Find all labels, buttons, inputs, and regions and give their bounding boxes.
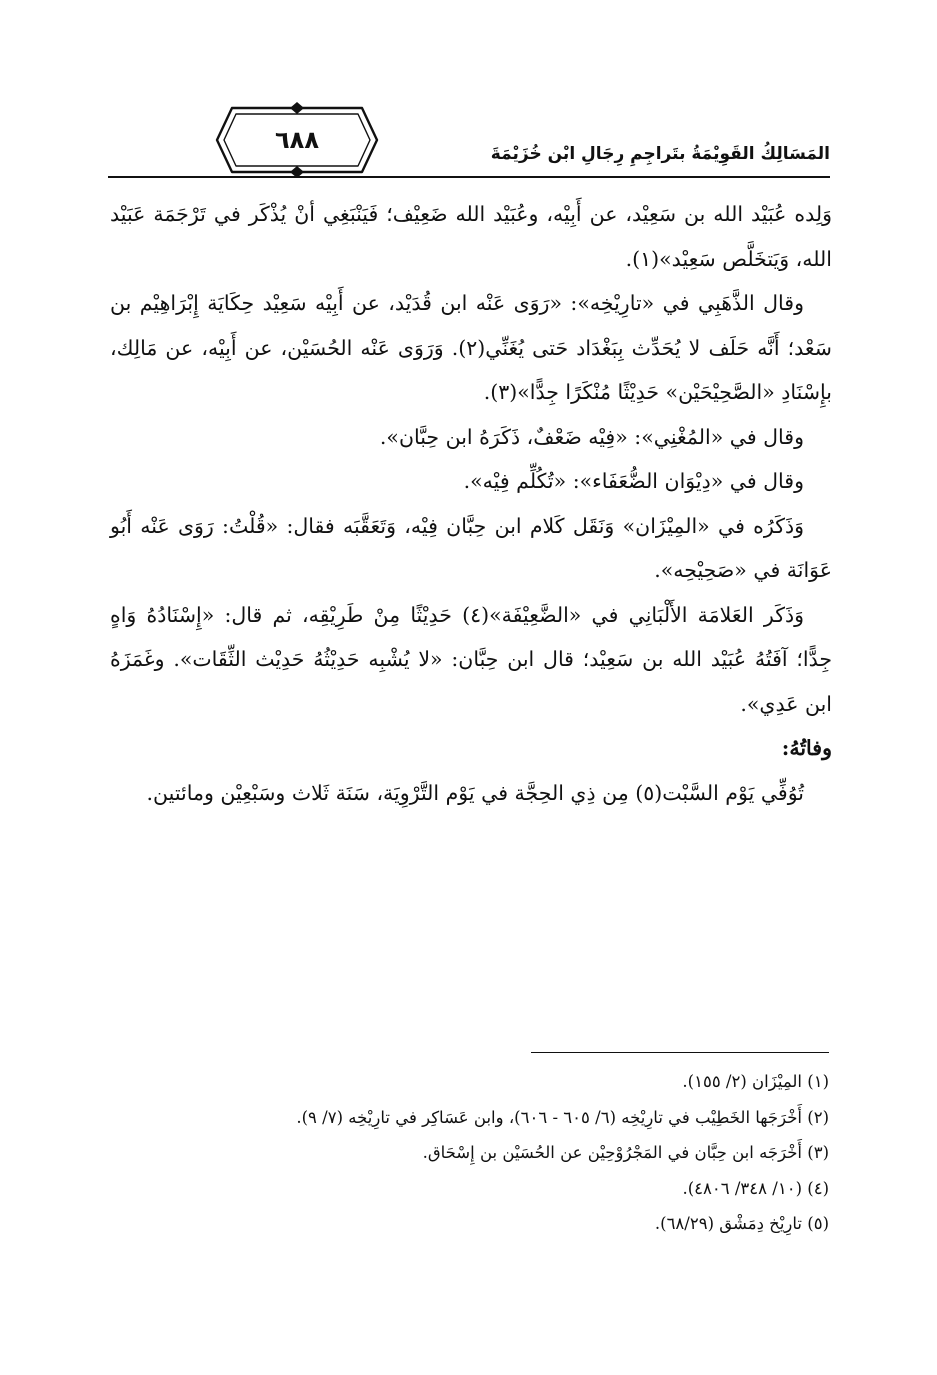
section-heading-death: وفاتُهُ: (781, 736, 832, 760)
paragraph: وَلِده عُبَيْد الله بن سَعِيْد، عن أَبِيْه، وعُبَيْد الله ضَعِيْف؛ فَيَنْبَغِي أنْ يُذْكَر في تَرْجَمَة عَبَيْد الله، وَيَتخَلَّص سَعِيْد»(١). (110, 202, 832, 271)
paragraph: وقال الذَّهَبِي في «تارِيْخِه»: «رَوَى عَنْه ابن قُدَيْد، عن أَبِيْه سَعِيْد حِكَايَة إِبْرَاهِيْم بن سَعْد؛ أَنَّه حَلَف لا يُحَدِّث بِبَغْدَاد حَتى يُغَنِّي(٢). وَرَوَى عَنْه الحُسَيْن، عن أَبِيْه، عن مَالِك، بإِسْنَادِ «الصَّحِيْحَيْن» حَدِيْثًا مُنْكَرًا جِدًّا»(٣). (110, 291, 832, 404)
book-title: المَسَالِكُ القَوِيْمَةُ بتَراجِمِ رِجَالِ ابْن خُزَيْمَةَ (490, 144, 830, 164)
page-header (108, 100, 830, 180)
footnote: (٤) (١٠/ ٣٤٨/ ٤٨٠٦). (682, 1178, 829, 1198)
paragraph: وقال في «المُغْنِي»: «فِيْه ضَعْفٌ، ذَكَرَهُ ابن حِبَّان». (379, 424, 804, 449)
paragraph: وَذَكَرُه في «المِيْزَان» وَنَقَل كَلام ابن حِبَّان فِيْه، وَتَعَقَّبَه فقال: «قُلْتُ: رَوَى عَنْه أَبُو عَوَانَة في «صَحِيْحِه». (110, 513, 832, 582)
footnote: (١) المِيْزَان (٢/ ١٥٥). (682, 1072, 829, 1091)
footnote: (٢) أَخْرَجَها الخَطِيْب في تارِيْخِه (٦/ ٦٠٥ - ٦٠٦)، وابن عَسَاكِر في تارِيْخِه (٧/ ٩). (296, 1107, 829, 1127)
footnotes (107, 1064, 829, 1242)
footnote: (٣) أَخْرَجَه ابن حِبَّان في المَجْرُوْحِيْن عن الحُسَيْن بن إِسْحَاق. (422, 1143, 829, 1162)
header-divider (108, 176, 830, 178)
paragraph: وقال في «دِيْوَان الضُّعَفَاء»: «تُكُلِّم فِيْه». (463, 469, 804, 493)
paragraph: وَذَكَر العَلامَة الأَلْبَانِي في «الضَّعِيْفَة»(٤) حَدِيْثًا مِنْ طَرِيْقِه، ثم قال: «إِسْنَادُهُ وَاهٍ جِدًّا؛ آفَتُهُ عُبَيْد الله بن سَعِيْد؛ قال ابن حِبَّان: «لا يُشْبِه حَدِيْثُهُ حَدِيْث الثِّقَات». وغَمَزَهُ ابن عَدِي». (110, 602, 832, 716)
page-number: ٦٨٨ (275, 126, 319, 154)
footnote-divider (531, 1052, 829, 1053)
paragraph: تُوُفِّي يَوْم السَّبْت(٥) مِن ذِي الحِجَّة في يَوْم التَّرْوِيَة، سَنَة ثَلاث وسَبْعِيْن ومائتين. (146, 780, 804, 805)
page-number-ornament (212, 100, 382, 178)
footnote: (٥) تارِيْخ دِمَشْق (٦٨/٢٩). (654, 1214, 829, 1233)
main-text (110, 192, 832, 815)
